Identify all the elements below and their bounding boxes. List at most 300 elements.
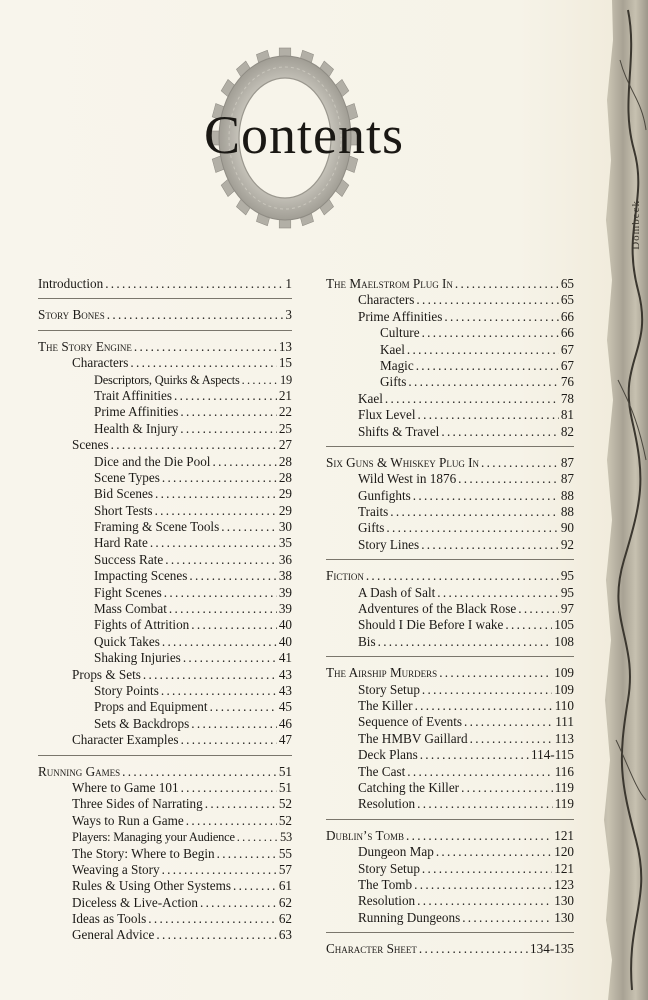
toc-page-number: 29 — [278, 486, 292, 502]
toc-leader-dots — [111, 437, 277, 453]
toc-leader-dots — [181, 780, 277, 796]
toc-entry-title: Story Setup — [358, 681, 420, 697]
toc-section-rows — [38, 764, 292, 950]
toc-entry-title: Character Examples — [72, 732, 179, 748]
toc-entry[interactable] — [38, 585, 292, 601]
toc-leader-dots — [458, 471, 559, 487]
toc-leader-dots — [518, 601, 559, 617]
toc-leader-dots — [130, 355, 276, 371]
toc-entry-title: Three Sides of Narrating — [72, 796, 203, 812]
toc-entry[interactable] — [38, 388, 292, 404]
toc-entry-title: Health & Injury — [94, 420, 179, 436]
toc-entry[interactable] — [326, 537, 574, 553]
toc-page-number: 130 — [554, 909, 574, 925]
toc-page-number: 55 — [278, 845, 292, 861]
toc-entry[interactable] — [326, 698, 574, 714]
toc-leader-dots — [181, 732, 277, 748]
toc-right-column — [326, 276, 574, 971]
toc-entry[interactable] — [326, 601, 574, 617]
toc-entry[interactable] — [38, 878, 292, 894]
toc-leader-dots — [155, 503, 277, 519]
toc-entry-title: The Airship Murders — [326, 665, 438, 681]
toc-entry[interactable] — [326, 731, 574, 747]
map-edge-label: Dombeck — [630, 200, 642, 250]
toc-entry[interactable] — [326, 374, 574, 390]
toc-leader-dots — [189, 568, 276, 584]
toc-page-number: 67 — [560, 357, 574, 373]
toc-entry[interactable] — [38, 503, 292, 519]
toc-leader-dots — [416, 292, 558, 308]
toc-entry-title: Gunfights — [358, 487, 411, 503]
toc-entry[interactable] — [38, 372, 292, 388]
toc-leader-dots — [105, 276, 283, 292]
toc-entry-title: Story Points — [94, 682, 159, 698]
toc-leader-dots — [441, 424, 558, 440]
toc-leader-dots — [162, 634, 277, 650]
toc-page-number: 52 — [278, 812, 292, 828]
toc-entry-title: Where to Game 101 — [72, 779, 179, 795]
toc-leader-dots — [417, 893, 552, 909]
toc-entry[interactable] — [326, 424, 574, 440]
toc-entry-title: Story Lines — [358, 536, 420, 552]
toc-entry[interactable] — [326, 342, 574, 358]
toc-entry[interactable] — [326, 617, 574, 633]
toc-left-column — [38, 276, 292, 958]
toc-page-number: 57 — [278, 861, 292, 877]
toc-entry[interactable] — [38, 486, 292, 502]
toc-chapter-entry[interactable] — [38, 307, 292, 323]
toc-entry-title: The HMBV Gaillard — [358, 730, 468, 746]
toc-entry[interactable] — [326, 520, 574, 536]
toc-entry-title: Running Dungeons — [358, 909, 461, 925]
toc-entry[interactable] — [38, 454, 292, 470]
toc-page-number: 130 — [554, 893, 574, 909]
toc-entry-title: Players: Managing your Audience — [72, 830, 235, 845]
toc-entry-title: Kael — [380, 341, 405, 357]
toc-page-number: 65 — [560, 276, 574, 291]
toc-chapter-entry[interactable] — [326, 276, 574, 292]
toc-leader-dots — [439, 665, 552, 681]
toc-chapter-entry[interactable] — [38, 276, 292, 292]
toc-page-number: 105 — [554, 617, 574, 633]
toc-entry[interactable] — [38, 535, 292, 551]
toc-entry-title: Shaking Injuries — [94, 650, 181, 666]
toc-entry-title: Gifts — [380, 374, 407, 390]
toc-leader-dots — [462, 910, 552, 926]
toc-page-number: 45 — [278, 699, 292, 715]
toc-leader-dots — [418, 407, 559, 423]
toc-section-rows — [326, 828, 574, 933]
toc-leader-dots — [164, 585, 277, 601]
toc-leader-dots — [414, 877, 552, 893]
toc-entry[interactable] — [326, 407, 574, 423]
toc-section — [326, 276, 574, 447]
toc-entry-title: Resolution — [358, 893, 416, 909]
toc-entry[interactable] — [326, 585, 574, 601]
toc-page-number: 120 — [554, 844, 574, 860]
toc-leader-dots — [155, 486, 277, 502]
toc-leader-dots — [191, 716, 277, 732]
toc-page-number: 47 — [278, 732, 292, 748]
toc-entry-title: Fight Scenes — [94, 584, 162, 600]
toc-chapter-entry[interactable] — [38, 339, 292, 355]
toc-entry[interactable] — [38, 780, 292, 796]
toc-leader-dots — [378, 634, 553, 650]
toc-leader-dots — [165, 552, 277, 568]
toc-entry[interactable] — [38, 911, 292, 927]
toc-entry[interactable] — [326, 893, 574, 909]
toc-entry-title: Culture — [380, 325, 420, 341]
toc-page-number: 28 — [278, 469, 292, 485]
toc-page-number: 19 — [280, 372, 292, 387]
toc-entry[interactable] — [326, 764, 574, 780]
toc-entry-title: Characters — [72, 355, 129, 371]
toc-page-number: 51 — [278, 763, 292, 779]
toc-page-number: 13 — [278, 338, 292, 354]
toc-chapter-entry[interactable] — [326, 568, 574, 584]
toc-entry-title: Impacting Scenes — [94, 568, 188, 584]
toc-page-number: 123 — [554, 876, 574, 892]
toc-page-number: 88 — [560, 487, 574, 503]
toc-page-number: 35 — [278, 535, 292, 551]
toc-entry-title: Running Games — [38, 763, 121, 779]
toc-chapter-entry[interactable] — [326, 828, 574, 844]
toc-entry[interactable] — [38, 634, 292, 650]
toc-entry[interactable] — [326, 471, 574, 487]
toc-entry[interactable] — [326, 488, 574, 504]
toc-page-number: 40 — [278, 617, 292, 633]
toc-page-number: 43 — [278, 682, 292, 698]
toc-page-number: 67 — [560, 341, 574, 357]
toc-entry-title: Sequence of Events — [358, 714, 462, 730]
toc-leader-dots — [237, 829, 278, 845]
toc-section — [38, 339, 292, 756]
toc-entry[interactable] — [38, 437, 292, 453]
toc-page-number: 52 — [278, 796, 292, 812]
toc-entry-title: Short Tests — [94, 502, 153, 518]
toc-page-number: 41 — [278, 650, 292, 666]
toc-entry[interactable] — [38, 470, 292, 486]
toc-page-number: 53 — [280, 830, 292, 845]
toc-entry-title: Hard Rate — [94, 535, 148, 551]
toc-entry-title: Shifts & Travel — [358, 423, 440, 439]
toc-page-number: 92 — [560, 536, 574, 552]
toc-chapter-entry[interactable] — [326, 455, 574, 471]
toc-entry-title: Weaving a Story — [72, 861, 160, 877]
toc-leader-dots — [422, 861, 552, 877]
toc-section — [326, 828, 574, 933]
toc-page-number: 22 — [278, 404, 292, 420]
toc-section — [38, 276, 292, 299]
toc-entry[interactable] — [38, 617, 292, 633]
toc-leader-dots — [180, 421, 277, 437]
toc-leader-dots — [200, 895, 277, 911]
toc-page-number: 109 — [554, 681, 574, 697]
toc-entry[interactable] — [38, 355, 292, 371]
toc-leader-dots — [205, 796, 277, 812]
toc-entry-title: Kael — [358, 390, 383, 406]
toc-page-number: 36 — [278, 551, 292, 567]
toc-section-rows — [326, 941, 574, 963]
toc-leader-dots — [455, 276, 559, 292]
toc-entry[interactable] — [38, 650, 292, 666]
toc-entry-title: Trait Affinities — [94, 387, 173, 403]
toc-page-number: 40 — [278, 633, 292, 649]
toc-entry[interactable] — [326, 747, 574, 763]
toc-entry-title: Catching the Killer — [358, 779, 460, 795]
toc-leader-dots — [210, 699, 277, 715]
toc-leader-dots — [417, 796, 553, 812]
toc-entry-title: Traits — [358, 504, 389, 520]
toc-section-rows — [38, 339, 292, 756]
toc-chapter-entry[interactable] — [326, 941, 574, 957]
toc-entry-title: Resolution — [358, 796, 416, 812]
toc-entry[interactable] — [326, 877, 574, 893]
toc-leader-dots — [150, 535, 277, 551]
toc-page-number: 82 — [560, 423, 574, 439]
toc-section — [38, 764, 292, 950]
toc-page-number: 87 — [560, 454, 574, 470]
toc-page-number: 27 — [278, 437, 292, 453]
toc-entry[interactable] — [326, 358, 574, 374]
toc-leader-dots — [421, 537, 559, 553]
toc-entry-title: Scene Types — [94, 469, 160, 485]
toc-leader-dots — [436, 844, 552, 860]
toc-section-rows — [38, 276, 292, 299]
toc-entry-title: Dungeon Map — [358, 844, 434, 860]
toc-page-number: 63 — [278, 927, 292, 943]
toc-page-number: 121 — [554, 860, 574, 876]
toc-entry-title: Ideas as Tools — [72, 911, 147, 927]
toc-entry-title: Six Guns & Whiskey Plug In — [326, 454, 480, 470]
toc-entry[interactable] — [38, 699, 292, 715]
toc-leader-dots — [183, 650, 277, 666]
toc-entry[interactable] — [326, 780, 574, 796]
toc-page-number: 65 — [560, 292, 574, 308]
toc-entry-title: Dice and the Die Pool — [94, 453, 211, 469]
toc-entry[interactable] — [326, 682, 574, 698]
toc-leader-dots — [233, 878, 277, 894]
toc-page-number: 76 — [560, 374, 574, 390]
toc-page-number: 46 — [278, 715, 292, 731]
toc-entry-title: Introduction — [38, 276, 104, 291]
toc-section-rows — [38, 307, 292, 330]
toc-leader-dots — [156, 927, 276, 943]
toc-section-rows — [326, 568, 574, 657]
toc-entry-title: Prime Affinities — [358, 308, 443, 324]
toc-section — [326, 941, 574, 963]
toc-page-number: 119 — [554, 779, 574, 795]
toc-page-number: 1 — [285, 276, 292, 291]
toc-leader-dots — [415, 698, 553, 714]
toc-entry-title: Props and Equipment — [94, 699, 208, 715]
toc-entry[interactable] — [326, 325, 574, 341]
toc-leader-dots — [505, 617, 552, 633]
toc-entry[interactable] — [38, 895, 292, 911]
toc-leader-dots — [143, 667, 277, 683]
toc-page-number: 113 — [554, 730, 574, 746]
toc-entry[interactable] — [38, 716, 292, 732]
toc-section-rows — [326, 276, 574, 447]
toc-leader-dots — [390, 504, 559, 520]
toc-entry-title: Deck Plans — [358, 747, 418, 763]
toc-page-number: 39 — [278, 601, 292, 617]
toc-leader-dots — [464, 714, 553, 730]
toc-section — [326, 455, 574, 560]
toc-entry[interactable] — [326, 292, 574, 308]
toc-page-number: 15 — [278, 355, 292, 371]
toc-leader-dots — [408, 374, 558, 390]
toc-entry-title: The Story Engine — [38, 338, 132, 354]
toc-leader-dots — [174, 388, 277, 404]
toc-entry[interactable] — [326, 861, 574, 877]
toc-entry[interactable] — [38, 683, 292, 699]
toc-entry-title: Adventures of the Black Rose — [358, 601, 517, 617]
toc-entry-title: Story Bones — [38, 307, 105, 323]
toc-leader-dots — [481, 455, 559, 471]
toc-page-number: 66 — [560, 325, 574, 341]
toc-page-number: 39 — [278, 584, 292, 600]
toc-entry[interactable] — [38, 667, 292, 683]
toc-page-number: 116 — [554, 763, 574, 779]
toc-leader-dots — [470, 731, 553, 747]
toc-entry[interactable] — [38, 732, 292, 748]
toc-page-number: 134-135 — [530, 941, 574, 957]
toc-entry-title: A Dash of Salt — [358, 584, 436, 600]
toc-page-number: 51 — [278, 779, 292, 795]
toc-page-number: 110 — [554, 697, 574, 713]
toc-entry[interactable] — [326, 504, 574, 520]
toc-entry[interactable] — [326, 714, 574, 730]
toc-section — [38, 307, 292, 330]
toc-entry-title: Framing & Scene Tools — [94, 519, 220, 535]
toc-page-number: 29 — [278, 502, 292, 518]
toc-page-number: 30 — [278, 519, 292, 535]
toc-entry-title: Success Rate — [94, 551, 164, 567]
toc-entry[interactable] — [38, 927, 292, 943]
toc-chapter-entry[interactable] — [38, 764, 292, 780]
toc-entry[interactable] — [38, 568, 292, 584]
toc-leader-dots — [419, 941, 528, 957]
toc-leader-dots — [212, 454, 276, 470]
toc-page-number: 28 — [278, 453, 292, 469]
toc-page-number: 87 — [560, 471, 574, 487]
toc-section-rows — [326, 455, 574, 560]
toc-entry[interactable] — [326, 844, 574, 860]
toc-entry[interactable] — [38, 552, 292, 568]
toc-leader-dots — [422, 325, 559, 341]
toc-entry[interactable] — [326, 309, 574, 325]
toc-page-number: 95 — [560, 568, 574, 584]
toc-page-number: 90 — [560, 520, 574, 536]
toc-entry[interactable] — [38, 862, 292, 878]
toc-leader-dots — [180, 404, 276, 420]
toc-entry[interactable] — [326, 634, 574, 650]
toc-entry[interactable] — [38, 519, 292, 535]
toc-leader-dots — [107, 307, 284, 323]
toc-page-number: 95 — [560, 584, 574, 600]
toc-leader-dots — [366, 568, 559, 584]
toc-leader-dots — [217, 846, 277, 862]
toc-leader-dots — [186, 813, 277, 829]
toc-entry[interactable] — [38, 404, 292, 420]
toc-leader-dots — [221, 519, 277, 535]
toc-leader-dots — [386, 520, 558, 536]
toc-entry[interactable] — [38, 421, 292, 437]
toc-leader-dots — [134, 339, 277, 355]
toc-page-number: 119 — [554, 796, 574, 812]
toc-entry-title: Should I Die Before I wake — [358, 617, 504, 633]
toc-chapter-entry[interactable] — [326, 665, 574, 681]
map-edge-strip — [598, 0, 648, 1000]
toc-leader-dots — [242, 372, 278, 388]
toc-entry-title: General Advice — [72, 927, 155, 943]
toc-entry-title: The Killer — [358, 697, 413, 713]
toc-section — [326, 568, 574, 657]
toc-entry-title: Wild West in 1876 — [358, 471, 457, 487]
toc-page-number: 62 — [278, 894, 292, 910]
toc-entry-title: Rules & Using Other Systems — [72, 878, 231, 894]
toc-entry-title: Prime Affinities — [94, 404, 179, 420]
toc-entry-title: The Maelstrom Plug In — [326, 276, 453, 291]
toc-leader-dots — [162, 470, 277, 486]
toc-leader-dots — [413, 488, 559, 504]
toc-leader-dots — [420, 747, 529, 763]
toc-leader-dots — [437, 585, 559, 601]
toc-entry[interactable] — [38, 796, 292, 812]
toc-leader-dots — [416, 358, 559, 374]
toc-leader-dots — [407, 342, 559, 358]
toc-entry[interactable] — [38, 829, 292, 845]
toc-entry-title: Quick Takes — [94, 633, 160, 649]
toc-entry-title: Diceless & Live-Action — [72, 894, 198, 910]
toc-leader-dots — [385, 391, 559, 407]
toc-entry[interactable] — [38, 846, 292, 862]
toc-page-number: 62 — [278, 911, 292, 927]
toc-page-number: 114-115 — [531, 747, 574, 763]
toc-entry-title: Gifts — [358, 520, 385, 536]
toc-entry-title: Bid Scenes — [94, 486, 153, 502]
toc-entry-title: Character Sheet — [326, 941, 417, 957]
toc-entry-title: Flux Level — [358, 407, 416, 423]
toc-entry[interactable] — [326, 910, 574, 926]
toc-entry-title: Magic — [380, 357, 414, 373]
toc-leader-dots — [161, 683, 277, 699]
toc-page-number: 88 — [560, 504, 574, 520]
toc-entry[interactable] — [38, 601, 292, 617]
toc-page-number: 3 — [285, 307, 292, 323]
toc-leader-dots — [406, 828, 552, 844]
toc-leader-dots — [162, 862, 277, 878]
toc-leader-dots — [169, 601, 277, 617]
toc-page-number: 78 — [560, 390, 574, 406]
toc-leader-dots — [191, 617, 277, 633]
toc-entry-title: The Story: Where to Begin — [72, 845, 215, 861]
toc-entry[interactable] — [326, 796, 574, 812]
toc-page-number: 111 — [555, 714, 574, 730]
toc-entry-title: Bis — [358, 633, 376, 649]
toc-page-number: 21 — [278, 387, 292, 403]
toc-page-number: 121 — [554, 827, 574, 843]
toc-entry-title: Sets & Backdrops — [94, 715, 190, 731]
toc-page-number: 61 — [278, 878, 292, 894]
toc-page-number: 38 — [278, 568, 292, 584]
toc-entry[interactable] — [38, 813, 292, 829]
toc-entry-title: Props & Sets — [72, 666, 141, 682]
toc-entry[interactable] — [326, 391, 574, 407]
toc-leader-dots — [148, 911, 277, 927]
toc-entry-title: Story Setup — [358, 860, 420, 876]
